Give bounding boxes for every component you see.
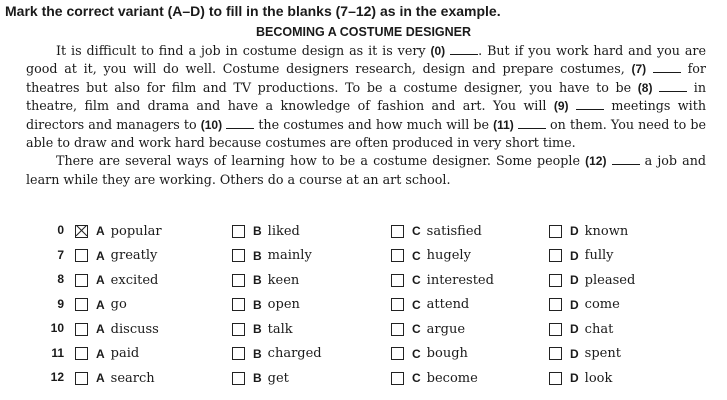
option-word: talk [267,321,293,337]
option-letter: A [96,273,105,287]
option-letter: D [570,346,579,361]
answer-row-0 [0,220,727,245]
answer-row-11 [0,343,727,368]
checkbox[interactable] [232,372,245,385]
option-c[interactable] [391,343,468,365]
option-a[interactable] [75,343,139,365]
option-word: charged [267,346,322,361]
gap-12-label: (12) [585,154,607,169]
option-word: search [110,370,155,386]
option-letter: A [96,322,105,336]
option-letter: C [412,248,421,263]
option-letter: B [253,273,262,287]
question-number: 8 [57,272,64,286]
option-word: open [267,297,300,312]
option-a[interactable] [75,245,157,267]
option-word: chat [584,321,614,337]
option-word: liked [267,223,300,239]
option-word: mainly [267,248,312,263]
option-c[interactable] [391,245,471,267]
checkbox[interactable] [391,347,404,360]
checkbox[interactable] [391,323,404,336]
option-word: paid [110,346,140,361]
option-c[interactable] [391,220,482,242]
checkbox[interactable] [391,249,404,262]
gap-10-blank [226,117,254,129]
checkbox[interactable] [75,298,88,311]
checkbox[interactable] [232,274,245,287]
checkbox[interactable] [232,347,245,360]
option-b[interactable] [232,294,300,316]
option-letter: C [412,346,421,361]
option-word: look [584,370,613,386]
option-word: interested [426,272,494,288]
text-segment: There are several ways of learning how to be a costume designer. Some people [56,153,586,169]
option-letter: C [412,224,421,238]
option-word: excited [110,272,159,288]
checkbox[interactable] [75,372,88,385]
option-word: greatly [110,248,158,263]
option-a[interactable] [75,269,158,291]
text-segment: . But if you work hard and you are good at it, you will do well. Costume designers research, design and prepare costumes, [26,43,706,77]
option-d[interactable] [549,269,635,291]
answer-row-8 [0,269,727,294]
paragraph-2 [26,152,706,189]
checkbox[interactable] [232,225,245,238]
option-word: hugely [426,248,471,263]
answer-row-12 [0,367,727,392]
gap-8-blank [659,80,687,92]
option-word: become [426,370,478,386]
option-d[interactable] [549,245,614,267]
checkbox[interactable] [75,323,88,336]
option-word: discuss [110,321,159,337]
option-word: attend [426,297,470,312]
question-number: 10 [50,321,64,335]
option-d[interactable] [549,367,612,389]
option-letter: D [570,273,579,287]
gap-0-label: (0) [430,44,446,58]
option-b[interactable] [232,343,322,365]
gap-9-label: (9) [553,99,569,114]
option-a[interactable] [75,367,155,389]
option-c[interactable] [391,294,469,316]
option-letter: A [96,224,105,238]
checkbox[interactable] [232,298,245,311]
option-word: known [584,223,629,239]
option-a[interactable] [75,294,127,316]
text-segment: on them. You need to be able to draw and work hard because costumes are often produced in very short time. [26,116,707,151]
option-word: get [267,370,289,386]
option-b[interactable] [232,220,300,242]
option-a[interactable] [75,220,162,242]
option-letter: B [253,322,262,336]
answer-grid [0,220,727,392]
option-word: spent [584,346,621,361]
question-number: 7 [57,247,64,262]
gap-8-label: (8) [637,80,653,95]
option-b[interactable] [232,245,312,267]
option-letter: D [570,224,579,238]
option-d[interactable] [549,318,613,340]
checkbox[interactable] [549,347,562,360]
gap-10-label: (10) [200,117,223,132]
answer-row-9 [0,294,727,319]
checkbox[interactable] [391,274,404,287]
option-letter: D [570,248,579,263]
option-word: popular [110,223,162,239]
option-letter: C [412,322,421,336]
option-letter: C [412,297,421,312]
gap-12-blank [612,153,640,165]
checkbox[interactable] [549,225,562,238]
reading-text [26,42,706,189]
option-b[interactable] [232,318,293,340]
text-segment: It is difficult to find a job in costume design as it is very [56,43,431,58]
answer-row-7 [0,245,727,270]
checkbox[interactable] [391,372,404,385]
text-segment: meetings with directors and managers to [26,98,706,132]
gap-9-blank [576,98,604,110]
option-word: go [110,297,127,312]
gap-7-label: (7) [631,62,647,77]
option-letter: B [253,346,262,361]
option-letter: B [253,371,262,385]
checkbox[interactable] [75,249,88,262]
checkbox[interactable] [75,274,88,287]
option-b[interactable] [232,269,299,291]
checkbox[interactable] [549,274,562,287]
checkbox[interactable] [549,249,562,262]
gap-11-label: (11) [493,117,514,132]
question-number: 12 [50,370,64,384]
checkbox[interactable] [232,323,245,336]
gap-11-blank [518,117,546,129]
checkbox[interactable] [549,323,562,336]
option-c[interactable] [391,367,478,389]
option-letter: C [412,273,421,287]
checkbox[interactable] [232,249,245,262]
option-letter: B [253,224,262,238]
option-letter: D [570,371,579,385]
option-letter: A [96,371,105,385]
option-c[interactable] [391,318,465,340]
text-segment: the costumes and how much will be [254,116,494,132]
option-word: come [584,297,620,312]
option-letter: B [253,248,262,263]
option-c[interactable] [391,269,494,291]
checkbox[interactable] [391,298,404,311]
option-word: bough [426,346,468,361]
answer-row-10 [0,318,727,343]
question-number: 11 [51,345,64,360]
option-letter: D [570,297,579,312]
text-title: BECOMING A COSTUME DESIGNER [255,25,472,39]
option-word: keen [267,272,300,288]
option-letter: B [253,297,262,312]
option-word: satisfied [426,223,482,239]
checkbox[interactable] [391,225,404,238]
option-letter: C [412,371,421,385]
text-segment: for theatres but also for film and TV productions. To be a costume designer, you have to be [26,61,706,95]
option-word: fully [584,248,614,263]
instructions: Mark the correct variant (A–D) to fill in the blanks (7–12) as in the example. [5,3,501,19]
checkbox-checked[interactable] [75,225,88,238]
gap-0-blank [450,43,478,55]
option-a[interactable] [75,318,159,340]
paragraph-1 [26,42,706,152]
question-number: 9 [57,296,64,311]
option-letter: D [570,322,579,336]
option-b[interactable] [232,367,289,389]
option-d[interactable] [549,220,628,242]
option-word: pleased [584,272,636,288]
text-segment: in theatre, film and drama and have a knowledge of fashion and art. You will [26,79,706,114]
checkbox[interactable] [549,372,562,385]
option-d[interactable] [549,343,621,365]
option-letter: A [96,248,105,263]
option-word: argue [426,321,466,337]
gap-7-blank [653,61,681,73]
question-number: 0 [57,223,64,237]
checkbox[interactable] [75,347,88,360]
option-letter: A [96,297,105,312]
option-letter: A [96,346,105,361]
option-d[interactable] [549,294,620,316]
text-segment: a job and learn while they are working. Others do a course at an art school. [26,153,706,187]
checkbox[interactable] [549,298,562,311]
